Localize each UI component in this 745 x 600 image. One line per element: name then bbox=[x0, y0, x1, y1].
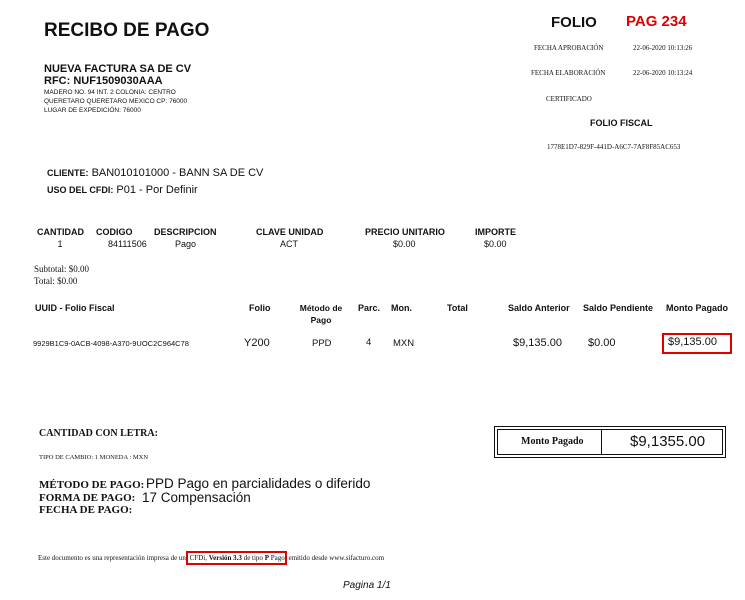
metodo-pago-label: MÉTODO DE PAGO: bbox=[39, 479, 145, 491]
page-number: Pagina 1/1 bbox=[343, 580, 391, 591]
folio-value: PAG 234 bbox=[626, 13, 687, 30]
payments-cell-mon: MXN bbox=[393, 338, 415, 349]
fecha-pago-label: FECHA DE PAGO: bbox=[39, 504, 133, 516]
items-header: IMPORTE bbox=[475, 227, 517, 237]
issuer-address-line: LUGAR DE EXPEDICIÓN: 76000 bbox=[44, 107, 141, 114]
legend-p: P bbox=[264, 554, 269, 562]
items-header: CODIGO bbox=[96, 227, 133, 237]
subtotal: Subtotal: $0.00 bbox=[34, 264, 90, 274]
items-header: CLAVE UNIDAD bbox=[256, 227, 324, 237]
cliente-value: BAN010101000 - BANN SA DE CV bbox=[91, 167, 264, 179]
payments-header-parc: Parc. bbox=[358, 303, 381, 313]
items-cell: ACT bbox=[280, 239, 298, 249]
uso-cfdi-line bbox=[47, 184, 198, 196]
monto-pagado-value: $9,1355.00 bbox=[630, 433, 706, 450]
payments-cell-monto-pagado: $9,135.00 bbox=[668, 336, 717, 348]
payments-cell-saldo-pendiente: $0.00 bbox=[588, 337, 616, 349]
uso-cfdi-label: USO DEL CFDI: bbox=[47, 185, 114, 195]
issuer-name: NUEVA FACTURA SA DE CV bbox=[44, 63, 192, 75]
payments-header-metodo-line: Pago bbox=[310, 315, 332, 325]
monto-pagado-divider bbox=[601, 429, 602, 455]
payments-header-saldo-anterior: Saldo Anterior bbox=[508, 303, 570, 313]
folio-label: FOLIO bbox=[551, 14, 597, 31]
uso-cfdi-value: P01 - Por Definir bbox=[116, 184, 198, 196]
items-cell: $0.00 bbox=[484, 239, 507, 249]
payments-cell-parc: 4 bbox=[366, 337, 372, 348]
payments-cell-saldo-anterior: $9,135.00 bbox=[513, 337, 562, 349]
certificado-label: CERTIFICADO bbox=[546, 95, 592, 103]
payments-header-metodo-line: Método de bbox=[299, 303, 343, 313]
payments-cell-metodo: PPD bbox=[312, 338, 332, 349]
fecha-elaboracion-value: 22-06-2020 10:13:24 bbox=[633, 69, 693, 77]
items-header: DESCRIPCION bbox=[154, 227, 217, 237]
payments-header-monto-pagado: Monto Pagado bbox=[666, 303, 728, 313]
legend-version: Versión 3.3 bbox=[208, 554, 242, 562]
cliente-label: CLIENTE: bbox=[47, 168, 89, 178]
issuer-rfc: RFC: NUF1509030AAA bbox=[44, 75, 163, 87]
items-cell: 84111506 bbox=[108, 239, 147, 249]
cfdi-version-highlight bbox=[186, 551, 287, 565]
items-header: PRECIO UNITARIO bbox=[365, 227, 445, 237]
payments-header-mon: Mon. bbox=[391, 303, 412, 313]
legend-suffix: emitido desde www.sifacturo.com bbox=[286, 554, 385, 562]
monto-pagado-label: Monto Pagado bbox=[521, 436, 584, 447]
page-title: RECIBO DE PAGO bbox=[44, 20, 210, 41]
items-cell: Pago bbox=[175, 239, 197, 249]
metodo-pago-value: PPD Pago en parcialidades o diferido bbox=[146, 476, 371, 491]
fecha-aprobacion-label: FECHA APROBACIÓN bbox=[534, 44, 604, 52]
legend-pago: Pago bbox=[268, 554, 285, 562]
legal-legend bbox=[38, 554, 384, 562]
cantidad-con-letra-label: CANTIDAD CON LETRA: bbox=[39, 428, 158, 439]
payments-header-uuid: UUID - Folio Fiscal bbox=[35, 303, 115, 313]
issuer-address-line: QUERETARO QUERETARO MEXICO CP: 76000 bbox=[44, 98, 188, 105]
legend-tipo: de tipo bbox=[241, 554, 265, 562]
payments-cell-uuid: 9929B1C9-0ACB-4098-A370-9UOC2C964C78 bbox=[33, 339, 189, 348]
payments-header-total: Total bbox=[447, 303, 468, 313]
legend-cfdi: CFDi, bbox=[187, 554, 209, 562]
payments-header-metodo bbox=[294, 302, 348, 326]
folio-fiscal-label: FOLIO FISCAL bbox=[590, 118, 653, 128]
fecha-elaboracion-label: FECHA ELABORACIÓN bbox=[531, 69, 606, 77]
client-line bbox=[47, 167, 263, 179]
forma-pago-label: FORMA DE PAGO: bbox=[39, 492, 136, 504]
payments-cell-folio: Y200 bbox=[244, 337, 270, 349]
forma-pago-value: 17 Compensación bbox=[142, 490, 251, 505]
total: Total: $0.00 bbox=[34, 276, 78, 286]
issuer-address-line: MADERO NO. 94 INT. 2 COLONIA: CENTRO bbox=[44, 89, 176, 96]
folio-fiscal-value: 1778E1D7-829F-441D-A6C7-7AF8F85AC653 bbox=[547, 143, 681, 151]
payments-header-saldo-pendiente: Saldo Pendiente bbox=[583, 303, 654, 313]
items-cell: 1 bbox=[57, 239, 63, 249]
fecha-aprobacion-value: 22-06-2020 10:13:26 bbox=[633, 44, 693, 52]
items-cell: $0.00 bbox=[393, 239, 416, 249]
tipo-de-cambio: TIPO DE CAMBIO: 1 MONEDA : MXN bbox=[39, 454, 149, 461]
payments-header-folio: Folio bbox=[249, 303, 271, 313]
items-header: CANTIDAD bbox=[37, 227, 84, 237]
legend-prefix: Este documento es una representación impresa de un bbox=[38, 554, 186, 562]
